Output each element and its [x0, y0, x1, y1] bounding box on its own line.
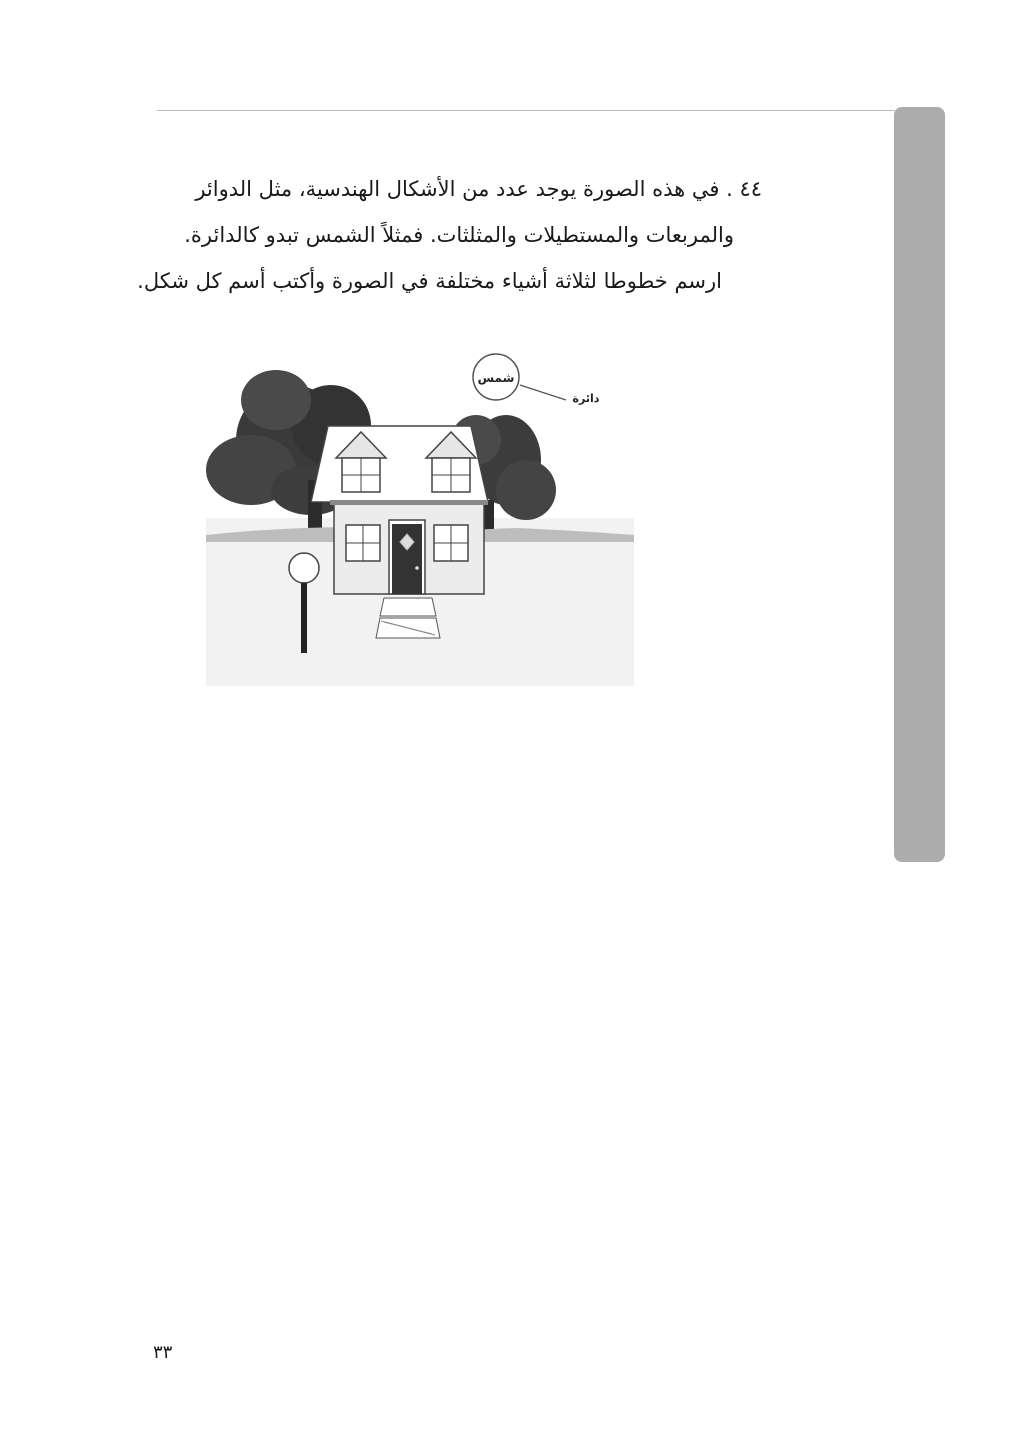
question-line-1: ٤٤ . في هذه الصورة يوجد عدد من الأشكال الهندسية، مثل الدوائر — [195, 177, 762, 201]
eave — [330, 500, 488, 505]
steps — [376, 598, 440, 638]
house-illustration — [206, 330, 634, 686]
question-text — [122, 166, 762, 304]
door — [389, 520, 425, 594]
left-window — [346, 525, 380, 561]
page-number: ٣٣ — [153, 1342, 173, 1363]
sun-label: شمس — [477, 371, 515, 385]
label-line — [520, 385, 566, 400]
top-rule — [157, 110, 895, 111]
question-line-3: ارسم خطوطا لثلاثة أشياء مختلفة في الصورة وأكتب أسم كل شكل. — [137, 269, 722, 293]
side-tab — [894, 107, 945, 862]
question-line-2: والمربعات والمستطيلات والمثلثات. فمثلاً الشمس تبدو كالدائرة. — [184, 223, 734, 247]
circle-shape-label: دائرة — [572, 392, 600, 405]
question-number: ٤٤ . — [726, 177, 762, 201]
right-window — [434, 525, 468, 561]
